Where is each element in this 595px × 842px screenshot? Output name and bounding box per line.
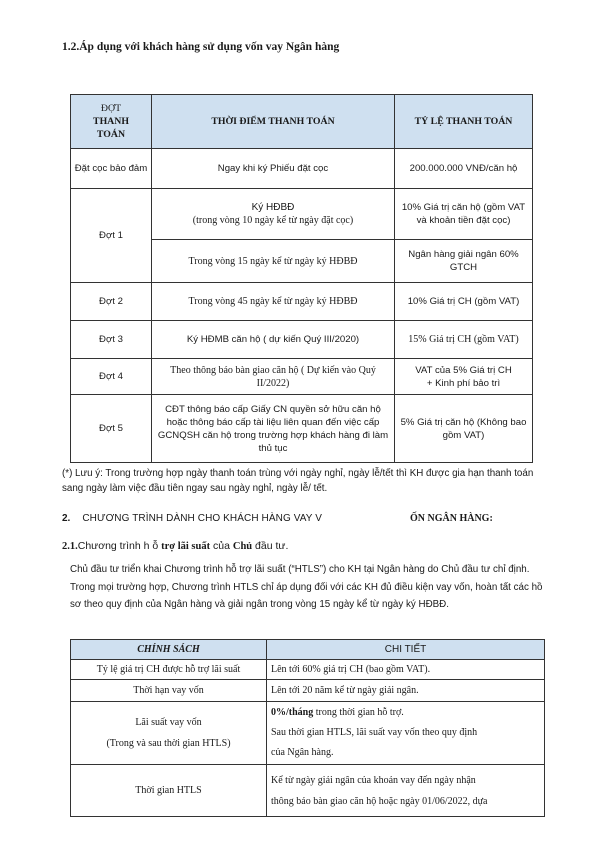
cell-rate: 200.000.000 VNĐ/căn hộ: [395, 149, 533, 189]
header-dot: ĐỢT THANH TOÁN: [71, 95, 152, 149]
cell-detail: Kể từ ngày giải ngân của khoản vay đến ngày nhận thông báo bàn giao căn hộ hoặc ngày 01/06/2022, dựa: [267, 765, 545, 817]
cell-rate: 5% Giá trị căn hộ (Không bao gồm VAT): [395, 395, 533, 463]
cell-dot: Đợt 5: [71, 395, 152, 463]
table-row: [71, 149, 533, 189]
table-header-row: [71, 95, 533, 149]
program-paragraph: Chủ đầu tư triển khai Chương trình hỗ trợ lãi suất (“HTLS”) cho KH tại Ngân hàng do Chủ đầu tư chỉ định. Trong mọi trường hợp, Chương trình HTLS chỉ áp dụng đối với các KH đủ điều kiện vay vốn, hoàn tất các hồ sơ theo quy định của Ngân hàng và giải ngân trong vòng 15 ngày kể từ ngày ký HĐBĐ.: [70, 564, 543, 610]
table-row: [71, 702, 545, 765]
cell-time: CĐT thông báo cấp Giấy CN quyền sở hữu căn hộ hoặc thông báo cấp tài liệu liên quan đến việc cấp GCNQSH căn hộ trong trường hợp khách hàng đi làm thủ tục: [152, 395, 395, 463]
cell-rate: VAT của 5% Giá trị CH + Kinh phí bảo trì: [395, 359, 533, 395]
table-row: [71, 680, 545, 702]
table-row: [71, 321, 533, 359]
cell-dot: Đặt cọc bảo đảm: [71, 149, 152, 189]
table-row: [71, 359, 533, 395]
header-detail: CHI TIẾT: [267, 640, 545, 660]
header-rate: TỶ LỆ THANH TOÁN: [395, 95, 533, 149]
section-heading-1-2: 1.2.Áp dụng với khách hàng sử dụng vốn vay Ngân hàng: [62, 41, 340, 53]
cell-time: Trong vòng 15 ngày kể từ ngày ký HĐBĐ: [152, 240, 395, 283]
table-row: [71, 395, 533, 463]
cell-policy: Lãi suất vay vốn (Trong và sau thời gian HTLS): [71, 702, 267, 765]
cell-detail: Lên tới 60% giá trị CH (bao gồm VAT).: [267, 660, 545, 680]
header-policy: CHÍNH SÁCH: [71, 640, 267, 660]
cell-policy: Thời hạn vay vốn: [71, 680, 267, 702]
section-heading-2: 2. CHƯƠNG TRÌNH DÀNH CHO KHÁCH HÀNG VAY V ỐN NGÂN HÀNG:: [62, 513, 493, 524]
cell-dot: Đợt 4: [71, 359, 152, 395]
cell-dot: Đợt 3: [71, 321, 152, 359]
cell-time: Theo thông báo bàn giao căn hộ ( Dự kiến vào Quý II/2022): [152, 359, 395, 395]
cell-dot: Đợt 2: [71, 283, 152, 321]
table-row: [71, 660, 545, 680]
cell-policy: Thời gian HTLS: [71, 765, 267, 817]
cell-detail: Lên tới 20 năm kể từ ngày giải ngân.: [267, 680, 545, 702]
payment-note: (*) Lưu ý: Trong trường hợp ngày thanh toán trùng với ngày nghỉ, ngày lễ/tết thì KH được gia hạn thanh toán sang ngày làm việc đầu tiên ngay sau ngày nghỉ, ngày lễ/ tết.: [62, 468, 534, 494]
cell-time: Trong vòng 45 ngày kể từ ngày ký HĐBĐ: [152, 283, 395, 321]
table-header-row: [71, 640, 545, 660]
cell-time: Ngay khi ký Phiếu đặt cọc: [152, 149, 395, 189]
policy-table: [70, 639, 545, 817]
cell-rate: 10% Giá trị CH (gồm VAT): [395, 283, 533, 321]
cell-rate: Ngân hàng giải ngân 60% GTCH: [395, 240, 533, 283]
cell-rate: 10% Giá trị căn hộ (gồm VAT và khoản tiền đặt cọc): [395, 189, 533, 240]
cell-rate: 15% Giá trị CH (gồm VAT): [395, 321, 533, 359]
table-row: [71, 765, 545, 817]
cell-detail: 0%/tháng trong thời gian hỗ trợ. Sau thời gian HTLS, lãi suất vay vốn theo quy định của Ngân hàng.: [267, 702, 545, 765]
cell-time: Ký HĐBĐ (trong vòng 10 ngày kể từ ngày đặt cọc): [152, 189, 395, 240]
table-row: [71, 283, 533, 321]
cell-time: Ký HĐMB căn hộ ( dự kiến Quý III/2020): [152, 321, 395, 359]
table-row: [71, 189, 533, 240]
header-time: THỜI ĐIỂM THANH TOÁN: [152, 95, 395, 149]
section-heading-2-1: 2.1.Chương trình h ỗ trợ lãi suất của Chủ đầu tư.: [62, 540, 289, 552]
cell-dot: Đợt 1: [71, 189, 152, 283]
cell-policy: Tỷ lệ giá trị CH được hỗ trợ lãi suất: [71, 660, 267, 680]
payment-schedule-table: [70, 94, 533, 463]
